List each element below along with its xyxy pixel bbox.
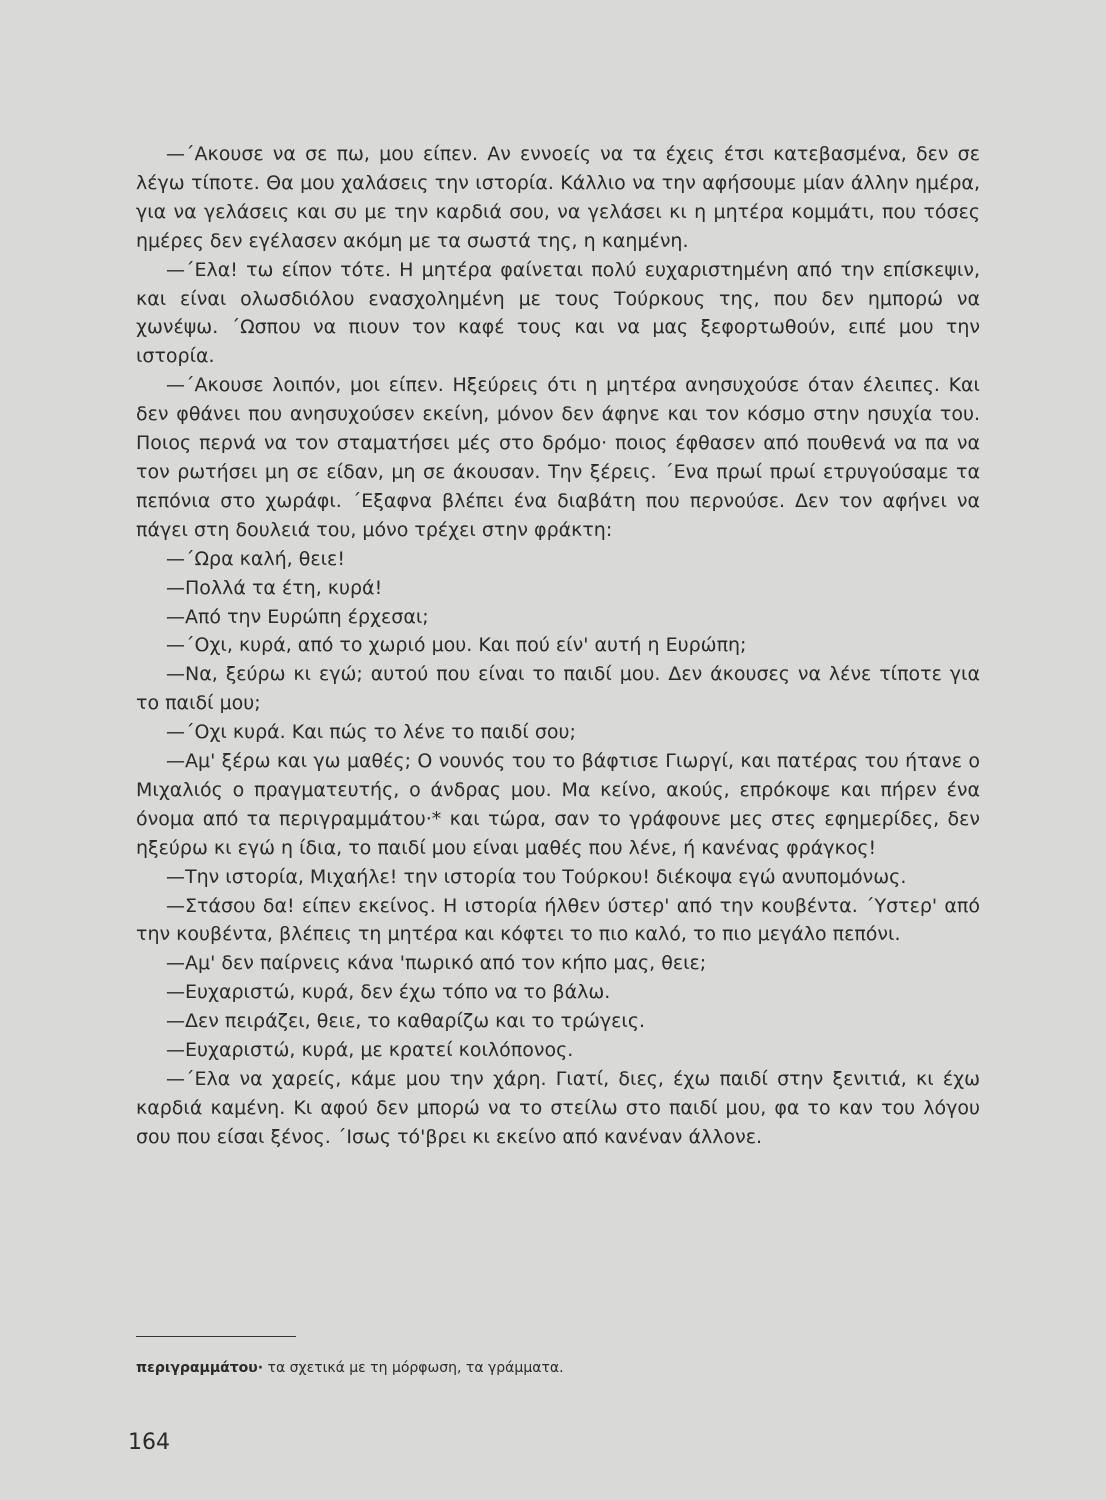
- paragraph: —Πολλά τα έτη, κυρά!: [166, 576, 383, 599]
- paragraph: —Ευχαριστώ, κυρά, δεν έχω τόπο να το βάλω.: [166, 981, 611, 1004]
- paragraph: —΄Οχι, κυρά, από το χωριό μου. Και πού είν' αυτή η Ευρώπη;: [166, 634, 747, 657]
- footnote-divider: [136, 1336, 296, 1337]
- page-number: 164: [128, 1430, 170, 1455]
- paragraph: —΄Ακουσε λοιπόν, μοι είπεν. Ηξεύρεις ότι η μητέρα ανησυχούσε όταν έλειπες. Και δεν φθάνει που ανησυχούσεν εκείνη, μόνον δεν άφηνε και τον κόσμο στην ησυχία του. Ποιος περνά να τον σταματήσει μές στο δρόμο· ποιος έφθασεν από πουθενά να πα να τον ρωτήσει μη σε είδαν, μη σε άκουσαν. Την ξέρεις. ΄Ενα πρωί πρωί ετρυγούσαμε τα πεπόνια στο χωράφι. ΄Εξαφνα βλέπει ένα διαβάτη που περνούσε. Δεν τον αφήνει να πάγει στη δουλειά του, μόνο τρέχει στην φράκτη:: [136, 374, 980, 541]
- paragraph: —Να, ξεύρω κι εγώ; αυτού που είναι το παιδί μου. Δεν άκουσες να λένε τίποτε για το παιδί μου;: [136, 663, 980, 715]
- paragraph: —΄Ελα να χαρείς, κάμε μου την χάρη. Γιατί, διες, έχω παιδί στην ξενιτιά, κι έχω καρδιά καμένη. Κι αφού δεν μπορώ να το στείλω στο παιδί μου, φα το καν του λόγου σου που είσαι ξένος. ΄Ισως τό'βρει κι εκείνο από κανέναν άλλονε.: [136, 1068, 980, 1148]
- paragraph: —Την ιστορία, Μιχαήλε! την ιστορία του Τούρκου! διέκοψα εγώ ανυπομόνως.: [166, 865, 907, 888]
- paragraph: —Από την Ευρώπη έρχεσαι;: [166, 605, 429, 628]
- main-text: [136, 140, 980, 1152]
- footnote: [136, 1360, 564, 1376]
- paragraph: —΄Ωρα καλή, θειε!: [166, 547, 345, 570]
- paragraph: —Στάσου δα! είπεν εκείνος. Η ιστορία ήλθεν ύστερ' από την κουβέντα. ΄Υστερ' από την κουβέντα, βλέπεις τη μητέρα και κόφτει το πιο καλό, το πιο μεγάλο πεπόνι.: [136, 894, 980, 946]
- paragraph: —΄Οχι κυρά. Και πώς το λένε το παιδί σου;: [166, 721, 576, 744]
- footnote-term: περιγραμμάτου·: [136, 1360, 264, 1376]
- paragraph: —Αμ' ξέρω και γω μαθές; Ο νουνός του το βάφτισε Γιωργί, και πατέρας του ήτανε ο Μιχαλιός ο πραγματευτής, ο άνδρας μου. Μα κείνο, ακούς, επρόκοψε και πήρεν ένα όνομα από τα περιγραμμάτου·* και τώρα, σαν το γράφουνε μες στες εφημερίδες, δεν ηξεύρω κι εγώ η ίδια, το παιδί μου είναι μαθές που λένε, ή κανένας φράγκος!: [136, 750, 980, 859]
- paragraph: —΄Ακουσε να σε πω, μου είπεν. Αν εννοείς να τα έχεις έτσι κατεβασμένα, δεν σε λέγω τίποτε. Θα μου χαλάσεις την ιστορία. Κάλλιο να την αφήσουμε μίαν άλλην ημέρα, για να γελάσεις και συ με την καρδιά σου, να γελάσει κι η μητέρα κομμάτι, που τόσες ημέρες δεν εγέλασεν ακόμη με τα σωστά της, η καημένη.: [136, 143, 980, 252]
- paragraph: —΄Ελα! τω είπον τότε. Η μητέρα φαίνεται πολύ ευχαριστημένη από την επίσκεψιν, και είναι ολωσδιόλου ενασχολημένη με τους Τούρκους της, που δεν ημπορώ να χωνέψω. ΄Ωσπου να πιουν τον καφέ τους και να μας ξεφορτωθούν, ειπέ μου την ιστορία.: [136, 258, 980, 368]
- paragraph: —Αμ' δεν παίρνεις κάνα 'πωρικό από τον κήπο μας, θειε;: [166, 952, 707, 975]
- paragraph: —Ευχαριστώ, κυρά, με κρατεί κοιλόπονος.: [166, 1039, 574, 1062]
- paragraph: —Δεν πειράζει, θειε, το καθαρίζω και το τρώγεις.: [166, 1010, 646, 1033]
- footnote-definition: τα σχετικά με τη μόρφωση, τα γράμματα.: [267, 1360, 564, 1376]
